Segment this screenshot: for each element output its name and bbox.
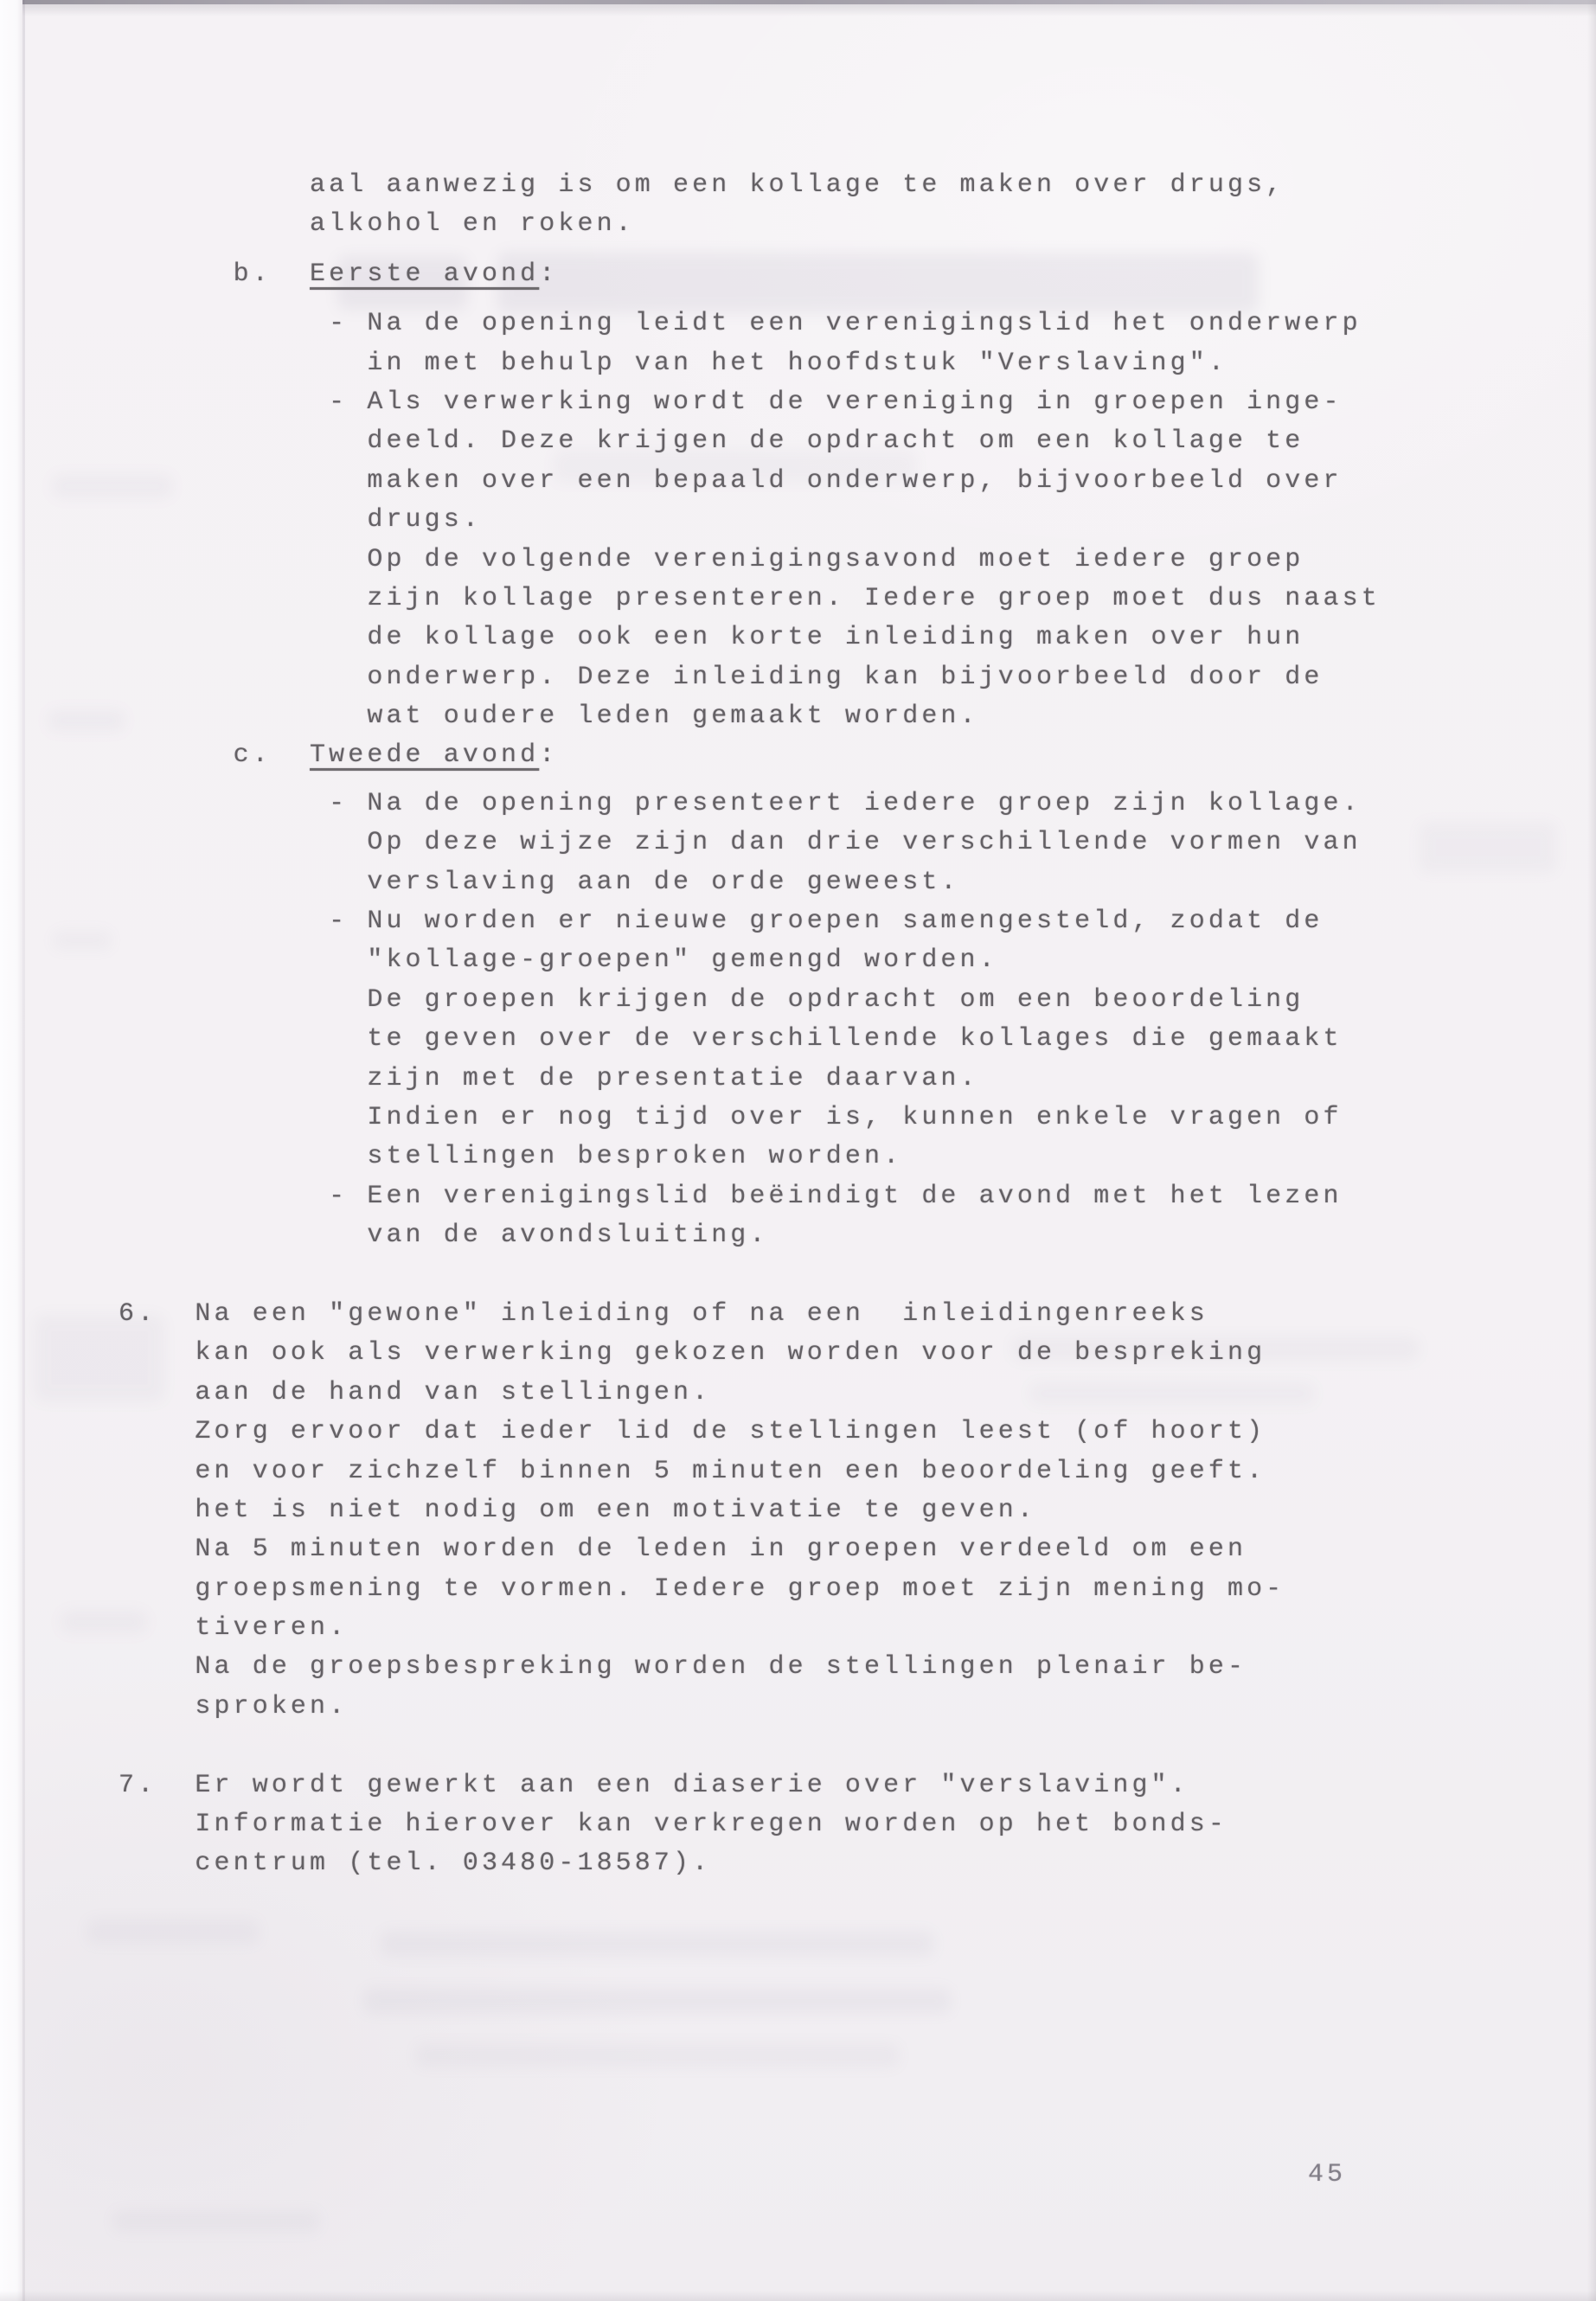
text-line: aal aanwezig is om een kollage te maken over drugs, (119, 170, 1285, 200)
bleed-through-artifact (52, 930, 112, 951)
bleed-through-artifact (48, 709, 125, 732)
scan-edge-right (1587, 0, 1596, 2301)
text-line: - Een verenigingslid beëindigt de avond met het lezen (119, 1181, 1343, 1211)
text-line (119, 1256, 1381, 1295)
bleed-through-artifact (363, 1988, 952, 2014)
text-line: sproken. (119, 1691, 349, 1721)
text-line: tiveren. (119, 1613, 349, 1644)
text-line: Zorg ervoor dat ieder lid de stellingen leest (of hoort) (119, 1417, 1266, 1447)
text-line: zijn kollage presenteren. Iedere groep moet dus naast (119, 583, 1381, 613)
underlined-heading: Tweede avond (310, 740, 540, 771)
text-line: van de avondsluiting. (119, 1221, 769, 1251)
text-line: de kollage ook een korte inleiding maken over hun (119, 623, 1304, 653)
text-line: Op deze wijze zijn dan drie verschillende vormen van (119, 828, 1362, 858)
text-line: maken over een bepaald onderwerp, bijvoorbeeld over (119, 465, 1343, 496)
scan-edge-top-fade (22, 4, 1596, 16)
text-line: drugs. (119, 505, 482, 535)
text-line: Indien er nog tijd over is, kunnen enkele vragen of (119, 1102, 1343, 1132)
text-line: Na de groepsbespreking worden de stellingen plenair be- (119, 1652, 1247, 1682)
typewriter-text (119, 166, 1381, 1884)
text-line: wat oudere leden gemaakt worden. (119, 702, 979, 732)
text-line: centrum (tel. 03480-18587). (119, 1849, 712, 1879)
page-number: 45 (1308, 2160, 1347, 2189)
scan-edge-bottom (0, 2291, 1596, 2301)
text-line: verslaving aan de orde geweest. (119, 867, 960, 897)
text-line: - Na de opening leidt een verenigingslid het onderwerp (119, 309, 1362, 339)
text-line: het is niet nodig om een motivatie te geven. (119, 1495, 1036, 1525)
text-line: Op de volgende verenigingsavond moet iedere groep (119, 544, 1304, 574)
text-line: "kollage-groepen" gemengd worden. (119, 945, 998, 976)
text-line: De groepen krijgen de opdracht om een beoordeling (119, 984, 1304, 1015)
bleed-through-artifact (112, 2210, 320, 2233)
text-line: stellingen besproken worden. (119, 1142, 903, 1172)
heading-line: c. Tweede avond: (119, 740, 559, 771)
text-line: - Na de opening presenteert iedere groep zijn kollage. (119, 788, 1362, 818)
text-line: aan de hand van stellingen. (119, 1377, 712, 1407)
bleed-through-artifact (1419, 822, 1557, 874)
scan-edge-left-seam (22, 0, 25, 2301)
text-line: zijn met de presentatie daarvan. (119, 1063, 979, 1093)
text-line: in met behulp van het hoofdstuk "Verslaving". (119, 348, 1227, 378)
text-line: Na 5 minuten worden de leden in groepen verdeeld om een (119, 1535, 1247, 1565)
text-line: kan ook als verwerking gekozen worden voor de bespreking (119, 1338, 1266, 1368)
text-line: 7. Er wordt gewerkt aan een diaserie over "verslaving". (119, 1770, 1189, 1800)
text-line: alkohol en roken. (119, 209, 635, 240)
underlined-heading: Eerste avond (310, 259, 540, 289)
text-line: 6. Na een "gewone" inleiding of na een inleidingenreeks (119, 1298, 1208, 1329)
text-line: te geven over de verschillende kollages die gemaakt (119, 1024, 1343, 1054)
text-line: Informatie hierover kan verkregen worden op het bonds- (119, 1810, 1227, 1840)
text-line (119, 1727, 1381, 1766)
text-line: en voor zichzelf binnen 5 minuten een beoordeling geeft. (119, 1456, 1266, 1486)
text-line: deeld. Deze krijgen de opdracht om een kollage te (119, 426, 1304, 457)
bleed-through-artifact (381, 1931, 934, 1957)
scan-edge-left-strip (0, 0, 22, 2301)
heading-line: b. Eerste avond: (119, 259, 559, 289)
bleed-through-artifact (87, 1919, 260, 1945)
text-line: groepsmening te vormen. Iedere groep moet zijn mening mo- (119, 1574, 1285, 1604)
text-line: - Nu worden er nieuwe groepen samengesteld, zodat de (119, 907, 1324, 937)
bleed-through-artifact (415, 2043, 900, 2067)
text-line: onderwerp. Deze inleiding kan bijvoorbeeld door de (119, 662, 1324, 692)
text-line: - Als verwerking wordt de vereniging in groepen inge- (119, 387, 1343, 417)
